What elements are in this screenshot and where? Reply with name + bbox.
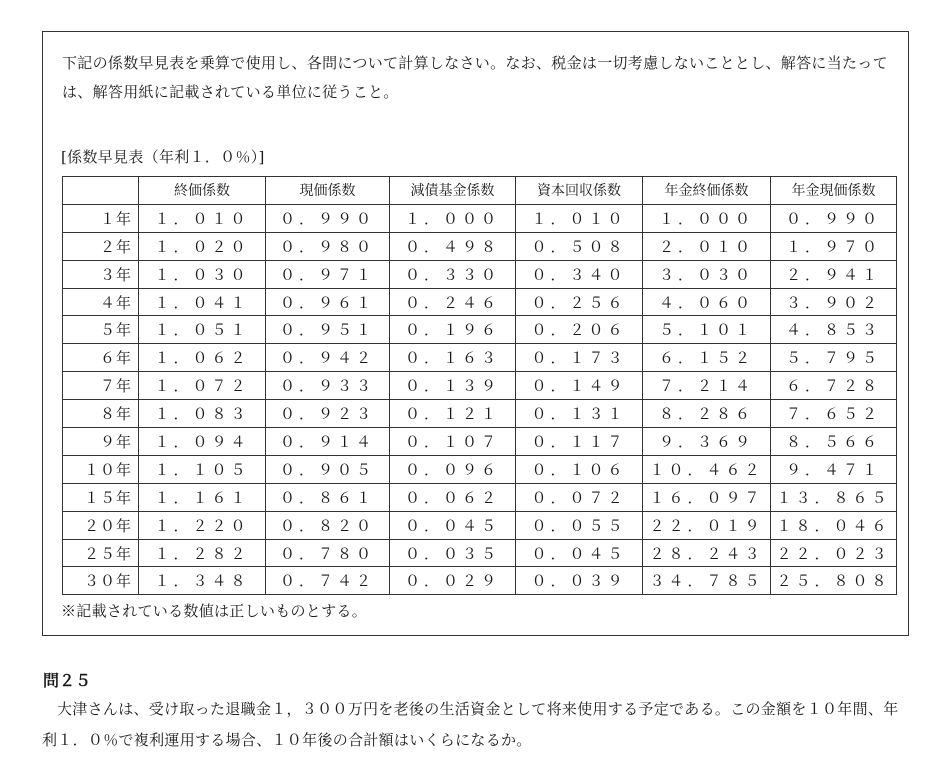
coefficient-cell: ０．１３９ bbox=[390, 372, 516, 400]
year-cell: ２５年 bbox=[63, 539, 139, 567]
coefficient-cell: １６．０９７ bbox=[643, 483, 771, 511]
year-cell: ３年 bbox=[63, 260, 139, 288]
coefficient-cell: １．０２０ bbox=[139, 232, 266, 260]
coefficient-cell: ２．０１０ bbox=[643, 232, 771, 260]
question-title: 問２５ bbox=[43, 671, 92, 690]
coefficient-cell: ０．１６３ bbox=[390, 344, 516, 372]
header-corner-cell bbox=[63, 177, 139, 205]
coefficient-cell: ０．３３０ bbox=[390, 260, 516, 288]
coefficient-cell: ０．９６１ bbox=[266, 288, 390, 316]
coefficient-cell: ３．０３０ bbox=[643, 260, 771, 288]
coefficient-cell: ４．０６０ bbox=[643, 288, 771, 316]
coefficient-cell: ０．９９０ bbox=[771, 204, 897, 232]
coefficient-cell: ２５．８０８ bbox=[771, 567, 897, 595]
coefficient-cell: ０．０４５ bbox=[516, 539, 643, 567]
coefficient-cell: １．０７２ bbox=[139, 372, 266, 400]
coefficient-cell: ０．２５６ bbox=[516, 288, 643, 316]
coefficient-cell: ０．３４０ bbox=[516, 260, 643, 288]
year-cell: １５年 bbox=[63, 483, 139, 511]
instruction-box bbox=[42, 31, 909, 636]
coefficient-cell: ０．０３９ bbox=[516, 567, 643, 595]
table-row bbox=[63, 344, 897, 372]
coefficient-cell: ０．１２１ bbox=[390, 400, 516, 428]
table-row bbox=[63, 455, 897, 483]
table-row bbox=[63, 483, 897, 511]
coefficient-cell: ０．４９８ bbox=[390, 232, 516, 260]
coefficient-cell: ５．１０１ bbox=[643, 316, 771, 344]
coefficient-cell: １．１０５ bbox=[139, 455, 266, 483]
year-cell: ２年 bbox=[63, 232, 139, 260]
year-cell: ６年 bbox=[63, 344, 139, 372]
question-body: 大津さんは、受け取った退職金１，３００万円を老後の生活資金として将来使用する予定である。この金額を１０年間、年利１．０％で複利運用する場合、１０年後の合計額はいくらになるか。 bbox=[42, 700, 899, 749]
year-cell: ８年 bbox=[63, 400, 139, 428]
coefficient-cell: ０．７４２ bbox=[266, 567, 390, 595]
coefficient-cell: ０．２４６ bbox=[390, 288, 516, 316]
table-header-row bbox=[63, 177, 897, 205]
coefficient-cell: ０．０６２ bbox=[390, 483, 516, 511]
coefficient-cell: ０．１１７ bbox=[516, 428, 643, 456]
coefficient-cell: ６．７２８ bbox=[771, 372, 897, 400]
coefficient-cell: ８．５６６ bbox=[771, 428, 897, 456]
column-header: 年金終価係数 bbox=[643, 177, 771, 205]
table-row bbox=[63, 260, 897, 288]
coefficient-cell: ０．９０５ bbox=[266, 455, 390, 483]
column-header: 減債基金係数 bbox=[390, 177, 516, 205]
year-cell: ９年 bbox=[63, 428, 139, 456]
coefficient-cell: １．０８３ bbox=[139, 400, 266, 428]
coefficient-cell: ３４．７８５ bbox=[643, 567, 771, 595]
coefficient-cell: ０．８２０ bbox=[266, 511, 390, 539]
coefficient-cell: １．１６１ bbox=[139, 483, 266, 511]
coefficient-cell: １８．０４６ bbox=[771, 511, 897, 539]
year-cell: ５年 bbox=[63, 316, 139, 344]
coefficient-cell: １．９７０ bbox=[771, 232, 897, 260]
column-header: 終価係数 bbox=[139, 177, 266, 205]
table-row bbox=[63, 428, 897, 456]
year-cell: ３０年 bbox=[63, 567, 139, 595]
coefficient-cell: ０．９５１ bbox=[266, 316, 390, 344]
coefficient-cell: １．０４１ bbox=[139, 288, 266, 316]
table-row bbox=[63, 204, 897, 232]
coefficient-cell: ０．７８０ bbox=[266, 539, 390, 567]
coefficient-cell: ０．０２９ bbox=[390, 567, 516, 595]
coefficient-cell: ０．１９６ bbox=[390, 316, 516, 344]
coefficient-cell: １３．８６５ bbox=[771, 483, 897, 511]
coefficient-cell: ８．２８６ bbox=[643, 400, 771, 428]
table-row bbox=[63, 539, 897, 567]
coefficient-cell: ０．９２３ bbox=[266, 400, 390, 428]
column-header: 年金現価係数 bbox=[771, 177, 897, 205]
coefficient-cell: ０．２０６ bbox=[516, 316, 643, 344]
coefficient-cell: ０．０７２ bbox=[516, 483, 643, 511]
coefficient-cell: ７．２１４ bbox=[643, 372, 771, 400]
coefficient-cell: １．０００ bbox=[643, 204, 771, 232]
year-cell: ２０年 bbox=[63, 511, 139, 539]
coefficient-cell: ０．５０８ bbox=[516, 232, 643, 260]
coefficient-cell: ０．９３３ bbox=[266, 372, 390, 400]
coefficient-cell: １．０９４ bbox=[139, 428, 266, 456]
coefficient-cell: １．２８２ bbox=[139, 539, 266, 567]
table-row bbox=[63, 316, 897, 344]
coefficient-cell: ５．７９５ bbox=[771, 344, 897, 372]
coefficient-cell: ０．８６１ bbox=[266, 483, 390, 511]
coefficient-cell: ９．４７１ bbox=[771, 455, 897, 483]
coefficient-cell: ６．１５２ bbox=[643, 344, 771, 372]
coefficient-cell: ０．１０７ bbox=[390, 428, 516, 456]
coefficient-cell: ０．０３５ bbox=[390, 539, 516, 567]
coefficient-cell: １．０３０ bbox=[139, 260, 266, 288]
coefficient-cell: ０．０４５ bbox=[390, 511, 516, 539]
year-cell: ７年 bbox=[63, 372, 139, 400]
column-header: 資本回収係数 bbox=[516, 177, 643, 205]
coefficient-cell: ０．９４２ bbox=[266, 344, 390, 372]
coefficient-cell: ２２．０１９ bbox=[643, 511, 771, 539]
column-header: 現価係数 bbox=[266, 177, 390, 205]
table-row bbox=[63, 567, 897, 595]
coefficient-cell: ２２．０２３ bbox=[771, 539, 897, 567]
coefficient-cell: ２．９４１ bbox=[771, 260, 897, 288]
coefficient-cell: ４．８５３ bbox=[771, 316, 897, 344]
coefficient-cell: １．０１０ bbox=[139, 204, 266, 232]
table-row bbox=[63, 372, 897, 400]
coefficient-cell: ０．１４９ bbox=[516, 372, 643, 400]
year-cell: １０年 bbox=[63, 455, 139, 483]
coefficient-cell: １．０１０ bbox=[516, 204, 643, 232]
coefficient-cell: １．０６２ bbox=[139, 344, 266, 372]
table-row bbox=[63, 511, 897, 539]
year-cell: ４年 bbox=[63, 288, 139, 316]
table-row bbox=[63, 288, 897, 316]
table-row bbox=[63, 232, 897, 260]
coefficient-cell: ０．９１４ bbox=[266, 428, 390, 456]
coefficient-cell: １．２２０ bbox=[139, 511, 266, 539]
coefficient-cell: ０．０９６ bbox=[390, 455, 516, 483]
coefficient-cell: ７．６５２ bbox=[771, 400, 897, 428]
intro-text: 下記の係数早見表を乗算で使用し、各問について計算しなさい。なお、税金は一切考慮しないこととし、解答に当たっては、解答用紙に記載されている単位に従うこと。 bbox=[62, 54, 888, 101]
year-cell: １年 bbox=[63, 204, 139, 232]
coefficient-cell: ０．１７３ bbox=[516, 344, 643, 372]
coefficient-cell: ０．１０６ bbox=[516, 455, 643, 483]
coefficient-cell: １．０５１ bbox=[139, 316, 266, 344]
table-note: ※記載されている数値は正しいものとする。 bbox=[61, 602, 368, 620]
coefficient-cell: １．０００ bbox=[390, 204, 516, 232]
coefficient-cell: ０．９９０ bbox=[266, 204, 390, 232]
coefficient-cell: １０．４６２ bbox=[643, 455, 771, 483]
table-row bbox=[63, 400, 897, 428]
coefficient-cell: ０．０５５ bbox=[516, 511, 643, 539]
coefficient-cell: ３．９０２ bbox=[771, 288, 897, 316]
coefficient-table bbox=[62, 176, 897, 595]
coefficient-cell: ９．３６９ bbox=[643, 428, 771, 456]
coefficient-cell: １．３４８ bbox=[139, 567, 266, 595]
table-title: [係数早見表（年利１．０％）] bbox=[61, 148, 265, 166]
coefficient-cell: ２８．２４３ bbox=[643, 539, 771, 567]
coefficient-cell: ０．９７１ bbox=[266, 260, 390, 288]
coefficient-cell: ０．９８０ bbox=[266, 232, 390, 260]
coefficient-cell: ０．１３１ bbox=[516, 400, 643, 428]
